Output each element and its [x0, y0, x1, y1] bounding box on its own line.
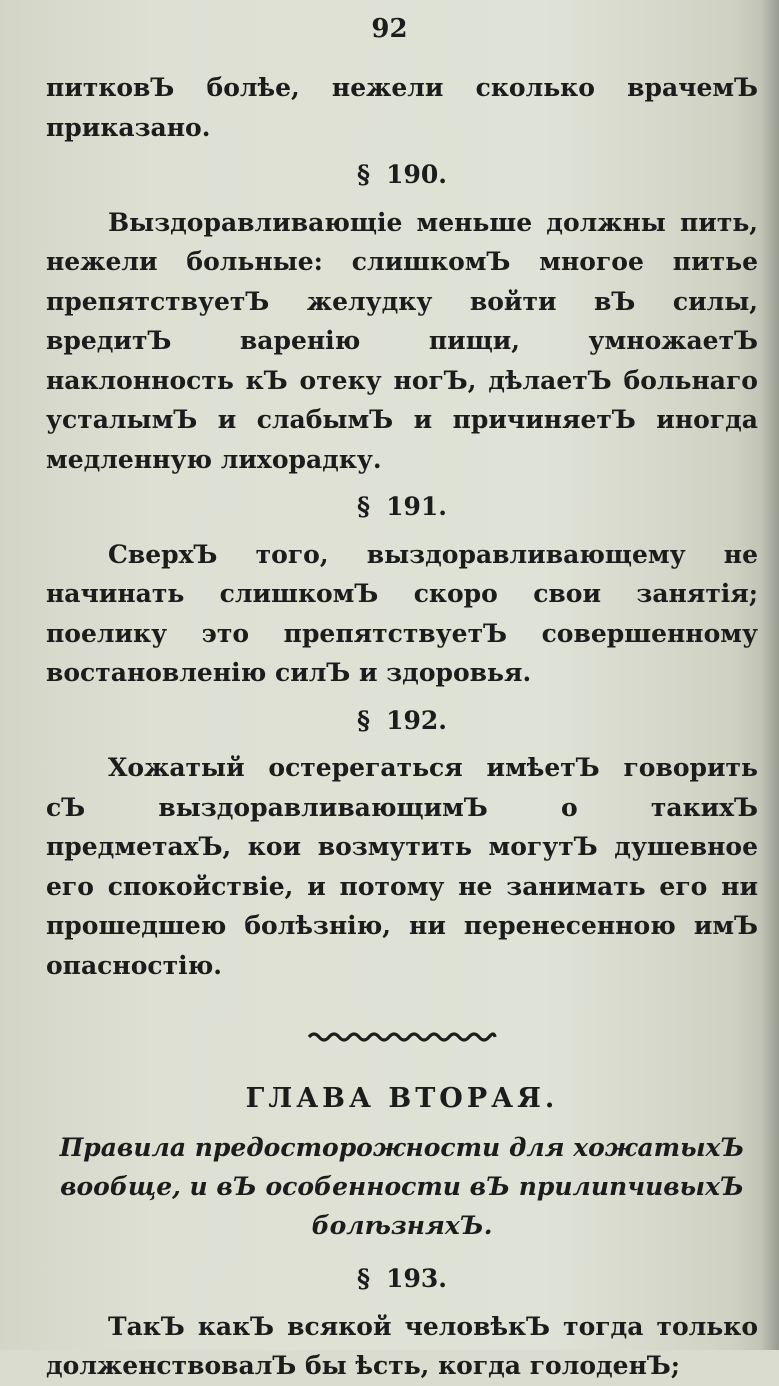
chapter-title: ГЛАВА ВТОРАЯ. [245, 1083, 559, 1114]
paragraph-190: Выздоравливающіе меньше должны пить, нежели больные: слишкомЪ многое питье препятствуетЪ желудку войти вЪ силы, вредитЪ варенію пищи, умножаетЪ наклонность кЪ отеку ногЪ, дѣлаетЪ больнаго усталымЪ и слабымЪ и причиняетЪ иногда медленную лихорадку. [46, 207, 758, 474]
section-number: 193. [386, 1264, 447, 1293]
page-number: 92 [371, 14, 408, 44]
section-number: 191. [386, 492, 447, 521]
paragraph-193: ТакЪ какЪ всякой человѣкЪ тогда только долженствовалЪ бы ѣсть, когда голоденЪ; [46, 1311, 758, 1380]
section-symbol: § [357, 492, 371, 521]
page-content [46, 68, 758, 1386]
section-symbol: § [357, 160, 371, 189]
page-edge-shadow [761, 0, 779, 1350]
paragraph-191: СверхЪ того, выздоравливающему не начинать слишкомЪ скоро свои занятія; поелику это препятствуетЪ совершенному востановленію силЪ и здоровья. [46, 539, 758, 687]
section-heading-191 [46, 487, 758, 527]
wave-ornament-divider [307, 1029, 497, 1045]
chapter-subtitle: Правила предосторожности для хожатыхЪ вообще, и вЪ особенности вЪ прилипчивыхЪ болѣзняхЪ. [59, 1133, 745, 1240]
section-number: 190. [386, 160, 447, 189]
section-symbol: § [357, 1264, 371, 1293]
section-heading-193 [46, 1259, 758, 1299]
section-heading-190 [46, 155, 758, 195]
paragraph-continuation: питковЪ болѣе, нежели сколько врачемЪ приказано. [46, 73, 758, 142]
section-number: 192. [386, 705, 447, 735]
paragraph-192: Хожатый остерегаться имѣетЪ говорить сЪ выздоравливающимЪ о такихЪ предметахЪ, кои возмутить могутЪ душевное его спокойствіе, и потому не занимать его ни прошедшею болѣзнію, ни перенесенною имЪ опасностію. [46, 753, 758, 980]
section-symbol: § [357, 705, 371, 735]
section-heading-192 [46, 701, 758, 741]
